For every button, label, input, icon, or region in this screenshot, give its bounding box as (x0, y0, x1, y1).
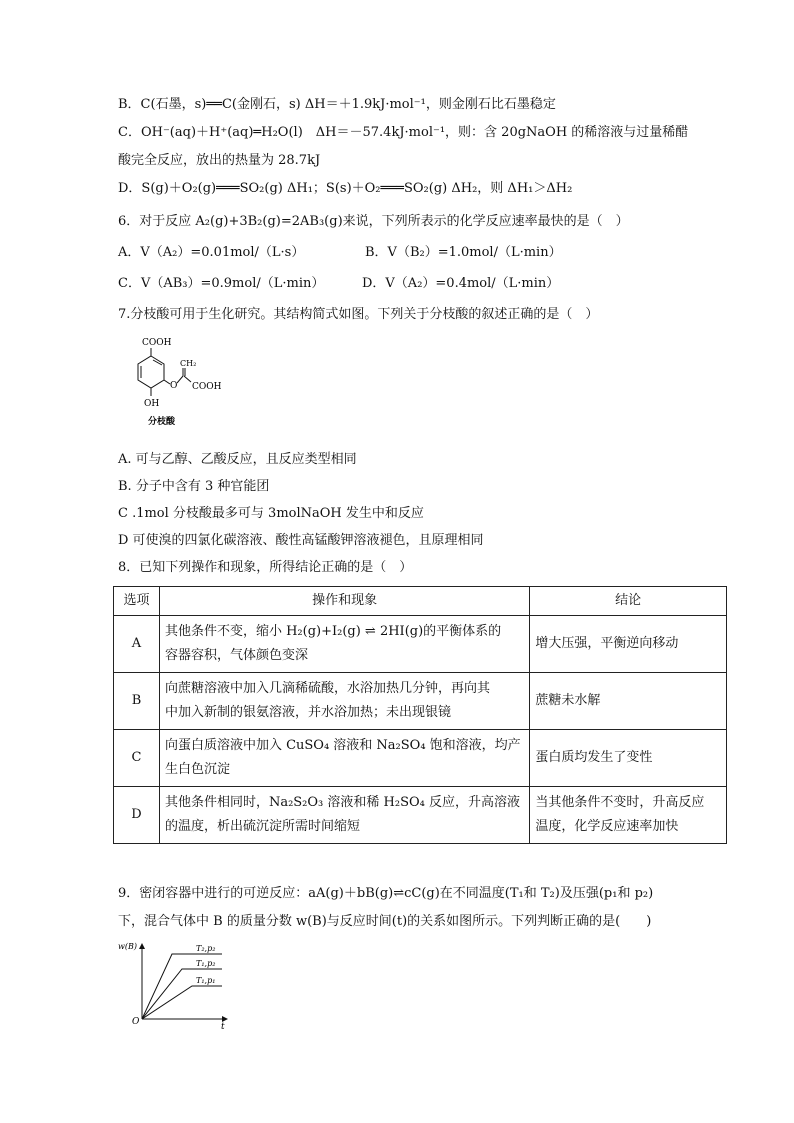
q6-option-c: C．V（AB₃）=0.9mol/（L·min） (118, 276, 325, 291)
curve-t1-p1 (142, 986, 222, 1019)
q6-option-d: D．V（A₂）=0.4mol/（L·min） (362, 276, 560, 291)
curve-label: T₂,p₂ (196, 944, 216, 953)
row-operation-line: 向蔗糖溶液中加入几滴稀硫酸，水浴加热几分钟，再向其 (164, 681, 490, 696)
table-header-row (114, 587, 727, 616)
table-row (114, 673, 727, 730)
row-conclusion (530, 787, 727, 844)
row-operation-line: 生白色沉淀 (164, 762, 230, 777)
row-operation-line: 中加入新制的银氨溶液，并水浴加热；未出现银镜 (164, 705, 451, 720)
origin-label: O (132, 1017, 140, 1027)
row-operation-line: 容器容积，气体颜色变深 (164, 648, 308, 663)
table-row (114, 730, 727, 787)
row-conclusion (530, 730, 727, 787)
curve-label: T₁,p₂ (196, 959, 216, 968)
row-operation-line: 其他条件不变，缩小 H₂(g)+I₂(g) ⇌ 2HI(g)的平衡体系的 (164, 624, 502, 639)
q7-option-b: B. 分子中含有 3 种官能团 (118, 479, 270, 494)
row-conclusion-line: 增大压强，平衡逆向移动 (535, 636, 679, 651)
q6-option-a: A．V（A₂）=0.01mol/（L·s） (118, 245, 305, 260)
row-option: C (114, 730, 160, 787)
option-c-line-2: 酸完全反应，放出的热量为 28.7kJ (118, 153, 321, 168)
q9-stem-line-1: 9．密闭容器中进行的可逆反应：aA(g)＋bB(g)⇌cC(g)在不同温度(T₁和 T₂)及压强(p₁和 p₂) (118, 886, 654, 901)
curve-label: T₁,p₁ (196, 976, 216, 985)
row-conclusion-line: 蔗糖未水解 (535, 693, 601, 708)
row-operation-line: 向蛋白质溶液中加入 CuSO₄ 溶液和 Na₂SO₄ 饱和溶液，均产 (164, 738, 521, 753)
q7-option-d: D 可使溴的四氯化碳溶液、酸性高锰酸钾溶液褪色，且原理相同 (118, 533, 484, 548)
table-row (114, 616, 727, 673)
row-operation-line: 其他条件相同时，Na₂S₂O₃ 溶液和稀 H₂SO₄ 反应，升高溶液 (164, 795, 520, 810)
q7-option-c: C .1mol 分枝酸最多可与 3molNaOH 发生中和反应 (118, 506, 424, 521)
row-operation-line: 的温度，析出硫沉淀所需时间缩短 (164, 819, 360, 834)
row-option: B (114, 673, 160, 730)
q9-graph (112, 936, 242, 1031)
q7-stem: 7.分枝酸可用于生化研究。其结构简式如图。下列关于分枝酸的叙述正确的是（ ） (118, 307, 599, 322)
row-conclusion-line: 蛋白质均发生了变性 (535, 750, 653, 765)
q6-stem: 6．对于反应 A₂(g)+3B₂(g)=2AB₃(g)来说，下列所表示的化学反应速率最快的是（ ） (118, 214, 629, 229)
header-option: 选项 (114, 587, 160, 616)
row-operation (159, 673, 529, 730)
structure-oh: OH (144, 399, 160, 409)
q7-option-a: A. 可与乙醇、乙酸反应，且反应类型相同 (118, 452, 357, 467)
row-conclusion (530, 616, 727, 673)
table-row (114, 787, 727, 844)
row-operation (159, 730, 529, 787)
row-conclusion-line: 当其他条件不变时，升高反应 (535, 795, 705, 810)
row-option: D (114, 787, 160, 844)
structure-o: O (170, 381, 178, 391)
structure-caption: 分枝酸 (148, 417, 176, 427)
structure-cooh-side: COOH (192, 382, 222, 392)
q8-table (113, 586, 727, 844)
q8-stem: 8．已知下列操作和现象，所得结论正确的是（ ） (118, 560, 413, 575)
structure-ch2: CH₂ (180, 359, 197, 368)
chorismic-acid-structure (118, 332, 238, 432)
option-b-line: B．C(石墨，s)══C(金刚石，s) ΔH＝＋1.9kJ·mol⁻¹，则金刚石比石墨稳定 (118, 97, 556, 112)
header-operation: 操作和现象 (159, 587, 529, 616)
option-c-line-1: C．OH⁻(aq)＋H⁺(aq)═H₂O(l) ΔH＝－57.4kJ·mol⁻¹，则：含 20gNaOH 的稀溶液与过量稀醋 (118, 125, 689, 140)
row-option: A (114, 616, 160, 673)
row-operation (159, 616, 529, 673)
structure-cooh-top: COOH (142, 338, 172, 348)
q6-option-b: B．V（B₂）=1.0mol/（L·min） (365, 245, 562, 260)
row-conclusion (530, 673, 727, 730)
x-axis-label: t (221, 1022, 225, 1031)
q9-stem-line-2: 下，混合气体中 B 的质量分数 w(B)与反应时间(t)的关系如图所示。下列判断正确的是( ) (118, 914, 652, 929)
row-conclusion-line: 温度，化学反应速率加快 (535, 819, 679, 834)
y-axis-label: w(B) (118, 942, 137, 951)
option-d-line: D．S(g)＋O₂(g)═══SO₂(g) ΔH₁；S(s)＋O₂═══SO₂(g) ΔH₂，则 ΔH₁＞ΔH₂ (118, 181, 573, 196)
row-operation (159, 787, 529, 844)
header-conclusion: 结论 (530, 587, 727, 616)
